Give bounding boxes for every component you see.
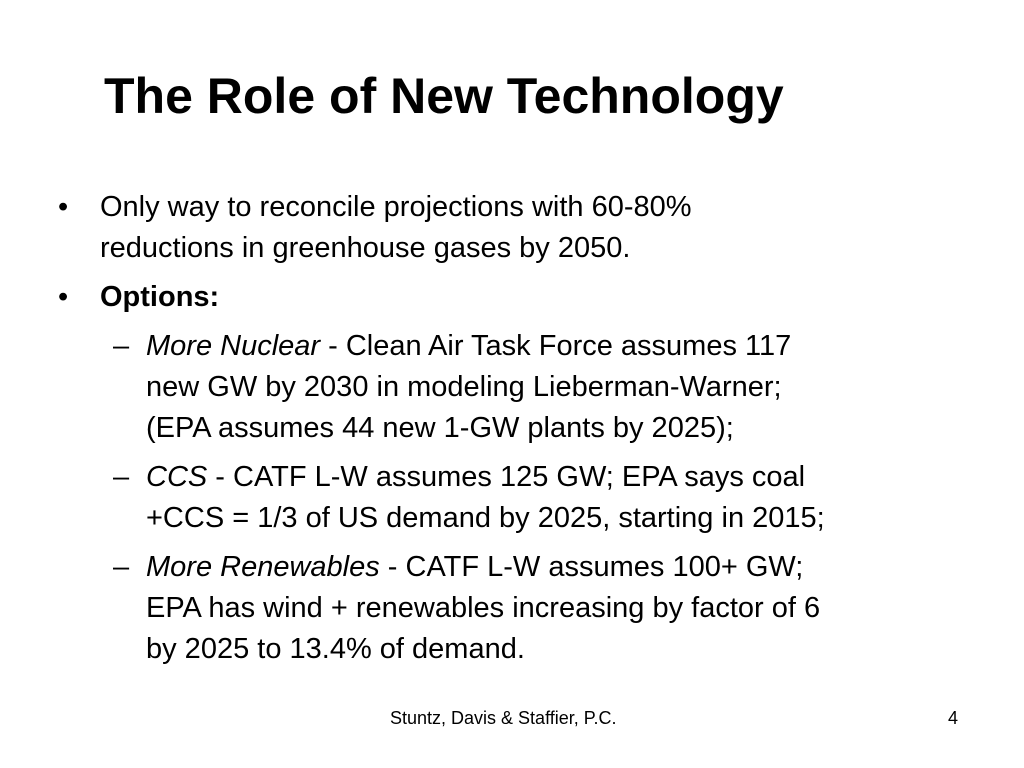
- bullet-line: Only way to reconcile projections with 60-80%: [100, 191, 692, 223]
- sub-bullet-text: - CATF L-W assumes 100+ GW;: [379, 551, 804, 583]
- sub-bullet-more-renewables: [146, 547, 976, 670]
- sub-bullet-line: new GW by 2030 in modeling Lieberman-Warner;: [146, 371, 782, 403]
- sub-bullet-line: EPA has wind + renewables increasing by factor of 6: [146, 592, 821, 624]
- sub-bullet-line: +CCS = 1/3 of US demand by 2025, starting in 2015;: [146, 502, 825, 534]
- bullet-options-heading: Options:: [100, 281, 220, 313]
- sub-bullet-marker: –: [113, 551, 130, 583]
- sub-bullet-marker: –: [113, 330, 130, 362]
- sub-bullet-marker: –: [113, 461, 130, 493]
- sub-bullet-text: - CATF L-W assumes 125 GW; EPA says coal: [207, 461, 806, 493]
- sub-bullet-ccs: [146, 457, 976, 539]
- page-number: 4: [948, 708, 959, 728]
- bullet-reconcile-projections: [100, 187, 840, 269]
- more-renewables-label: More Renewables: [146, 551, 380, 583]
- sub-bullet-line: [146, 457, 976, 498]
- sub-bullet-line: (EPA assumes 44 new 1-GW plants by 2025);: [146, 412, 734, 444]
- ccs-label: CCS: [146, 461, 208, 493]
- slide-title: The Role of New Technology: [104, 68, 784, 124]
- bullet-line: reductions in greenhouse gases by 2050.: [100, 232, 631, 264]
- sub-bullet-line: by 2025 to 13.4% of demand.: [146, 633, 525, 665]
- footer-firm-name: Stuntz, Davis & Staffier, P.C.: [390, 708, 617, 728]
- sub-bullet-more-nuclear: [146, 326, 976, 449]
- sub-bullet-line: [146, 547, 976, 588]
- more-nuclear-label: More Nuclear: [146, 330, 321, 362]
- bullet-marker: •: [58, 191, 69, 223]
- sub-bullet-text: - Clean Air Task Force assumes 117: [320, 330, 792, 362]
- bullet-marker: •: [58, 281, 69, 313]
- sub-bullet-line: [146, 326, 976, 367]
